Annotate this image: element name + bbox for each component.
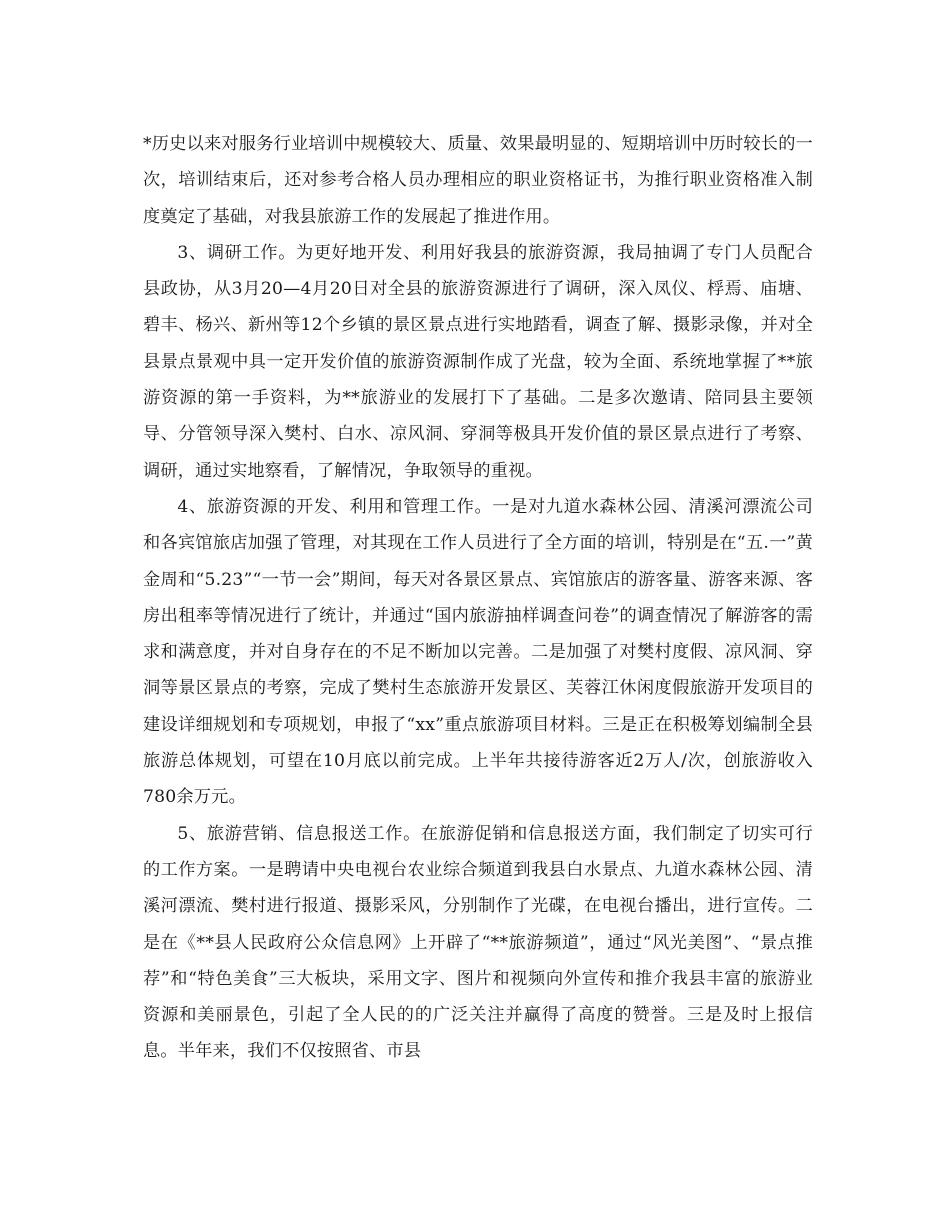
paragraph-resource-development: 4、旅游资源的开发、利用和管理工作。一是对九道水森林公园、清溪河漂流公司和各宾馆旅店加强了管理，对其现在工作人员进行了全方面的培训，特别是在“五.一”黄金周和“5.23”“一节一会”期间，每天对各景区景点、宾馆旅店的游客量、游客来源、客房出租率等情况进行了统计，并通过“国内旅游抽样调查问卷”的调查情况了解游客的需求和满意度，并对自身存在的不足不断加以完善。二是加强了对樊村度假、凉风洞、穿洞等景区景点的考察，完成了樊村生态旅游开发景区、芙蓉江休闲度假旅游开发项目的建设详细规划和专项规划，申报了“xx”重点旅游项目材料。三是正在积极筹划编制全县旅游总体规划，可望在10月底以前完成。上半年共接待游客近2万人/次，创旅游收入780余万元。 — [143, 496, 813, 808]
paragraph-continuation: *历史以来对服务行业培训中规模较大、质量、效果最明显的、短期培训中历时较长的一次，培训结束后，还对参考合格人员办理相应的职业资格证书，为推行职业资格准入制度奠定了基础，对我县旅游工作的发展起了推进作用。 — [143, 134, 813, 227]
paragraph-research-work: 3、调研工作。为更好地开发、利用好我县的旅游资源，我局抽调了专门人员配合县政协，从3月20—4月20日对全县的旅游资源进行了调研，深入凤仪、桴焉、庙塘、碧丰、杨兴、新州等12个乡镇的景区景点进行实地踏看，调查了解、摄影录像，并对全县景点景观中具一定开发价值的旅游资源制作成了光盘，较为全面、系统地掌握了**旅游资源的第一手资料，为**旅游业的发展打下了基础。二是多次邀请、陪同县主要领导、分管领导深入樊村、白水、凉风洞、穿洞等极具开发价值的景区景点进行了考察、调研，通过实地察看，了解情况，争取领导的重视。 — [143, 242, 813, 481]
paragraph-marketing-info: 5、旅游营销、信息报送工作。在旅游促销和信息报送方面，我们制定了切实可行的工作方案。一是聘请中央电视台农业综合频道到我县白水景点、九道水森林公园、清溪河漂流、樊村进行报道、摄影采风，分别制作了光碟，在电视台播出，进行宣传。二是在《**县人民政府公众信息网》上开辟了“**旅游频道”，通过“风光美图”、“景点推荐”和“特色美食”三大板块，采用文字、图片和视频向外宣传和推介我县丰富的旅游业资源和美丽景色，引起了全人民的的广泛关注并赢得了高度的赞誉。三是及时上报信息。半年来，我们不仅按照省、市县 — [143, 823, 813, 1062]
document-body — [143, 126, 813, 1070]
